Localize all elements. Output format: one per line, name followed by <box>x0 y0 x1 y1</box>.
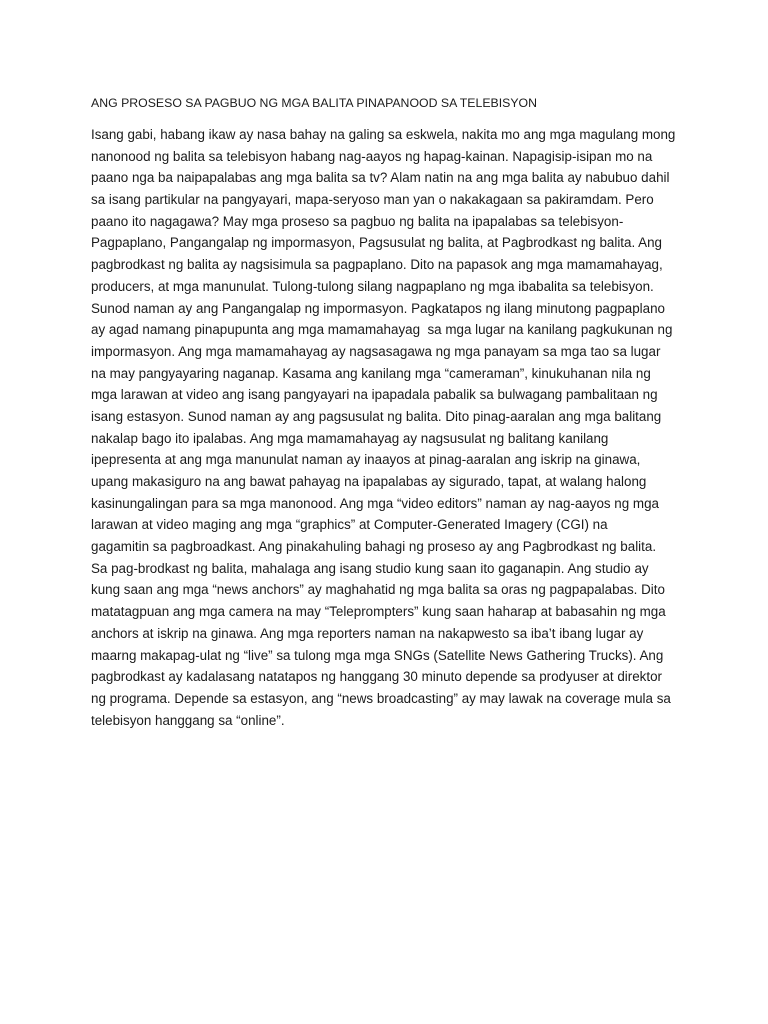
body-line: upang makasiguro na ang bawat pahayag na ipapalabas ay sigurado, tapat, at walang halong <box>91 474 647 489</box>
body-line: nakalap bago ito ipalabas. Ang mga mamamahayag ay nagsusulat ng balitang kanilang <box>91 430 609 446</box>
body-line: anchors at iskrip na ginawa. Ang mga reporters naman na nakapwesto sa iba’t ibang lugar ay <box>91 625 644 641</box>
body-line: producers, at mga manunulat. Tulong-tulong silang nagpaplano ng mga ibabalita sa telebisyon. <box>91 278 654 294</box>
body-line: kung saan ang mga “news anchors” ay maghahatid ng mga balita sa oras ng pagpapalabas. Dito <box>91 582 665 598</box>
document-title: ANG PROSESO SA PAGBUO NG MGA BALITA PINAPANOOD SA TELEBISYON <box>91 96 538 110</box>
body-line: mga larawan at video ang isang pangyayari na ipapadala pabalik sa bulwagang pambalitaan ng <box>91 387 658 403</box>
body-line: na may pangyayaring naganap. Kasama ang kanilang mga “cameraman”, kinukuhanan nila ng <box>91 365 651 381</box>
body-line: nanonood ng balita sa telebisyon habang nag-aayos ng hapag-kainan. Napagisip-isipan mo na <box>91 148 653 164</box>
body-line: pagbrodkast ng balita ay nagsisimula sa pagpaplano. Dito na papasok ang mga mamamahayag, <box>91 257 663 273</box>
body-line: gagamitin sa pagbroadkast. Ang pinakahuling bahagi ng proseso ay ang Pagbrodkast ng balita. <box>91 539 657 555</box>
body-line: Pagpaplano, Pangangalap ng impormasyon, Pagsusulat ng balita, at Pagbrodkast ng balita. Ang <box>91 235 662 251</box>
body-line: ng programa. Depende sa estasyon, ang “news broadcasting” ay may lawak na coverage mula sa <box>91 690 671 706</box>
body-line: isang estasyon. Sunod naman ay ang pagsusulat ng balita. Dito pinag-aaralan ang mga balitang <box>91 408 662 424</box>
body-line: ipepresenta at ang mga manunulat naman ay inaayos at pinag-aaralan ang iskrip na ginawa, <box>91 452 641 468</box>
body-line: paano ito nagagawa? May mga proseso sa pagbuo ng balita na ipapalabas sa telebisyon- <box>91 213 624 229</box>
body-line: maarng makapag-ulat ng “live” sa tulong mga mga SNGs (Satellite News Gathering Trucks). Ang <box>91 647 664 663</box>
body-line: pagbrodkast ay kadalasang natatapos ng hanggang 30 minuto depende sa prodyuser at direktor <box>91 669 662 685</box>
body-line: matatagpuan ang mga camera na may “Teleprompters” kung saan haharap at babasahin ng mga <box>91 604 666 620</box>
body-line: larawan at video maging ang mga “graphics” at Computer-Generated Imagery (CGI) na <box>91 517 608 533</box>
body-line: Isang gabi, habang ikaw ay nasa bahay na galing sa eskwela, nakita mo ang mga magulang mong <box>91 127 676 142</box>
body-line: ay agad namang pinapupunta ang mga mamamahayag sa mga lugar na kanilang pagkukunan ng <box>91 322 673 338</box>
body-line: telebisyon hanggang sa “online”. <box>91 712 285 728</box>
body-line: paano nga ba naipapalabas ang mga balita sa tv? Alam natin na ang mga balita ay nabubuo dahil <box>91 170 670 186</box>
body-line: Sunod naman ay ang Pangangalap ng impormasyon. Pagkatapos ng ilang minutong pagpaplano <box>91 300 665 316</box>
document-body <box>91 124 731 731</box>
body-line: Sa pag-brodkast ng balita, mahalaga ang isang studio kung saan ito gaganapin. Ang studio ay <box>91 560 649 576</box>
body-line: sa isang partikular na pangyayari, mapa-seryoso man yan o nakakagaan sa pakiramdam. Pero <box>91 192 654 208</box>
body-line: kasinungalingan para sa mga manonood. Ang mga “video editors” naman ay nag-aayos ng mga <box>91 495 659 511</box>
body-line: impormasyon. Ang mga mamamahayag ay nagsasagawa ng mga panayam sa mga tao sa lugar <box>91 343 661 359</box>
